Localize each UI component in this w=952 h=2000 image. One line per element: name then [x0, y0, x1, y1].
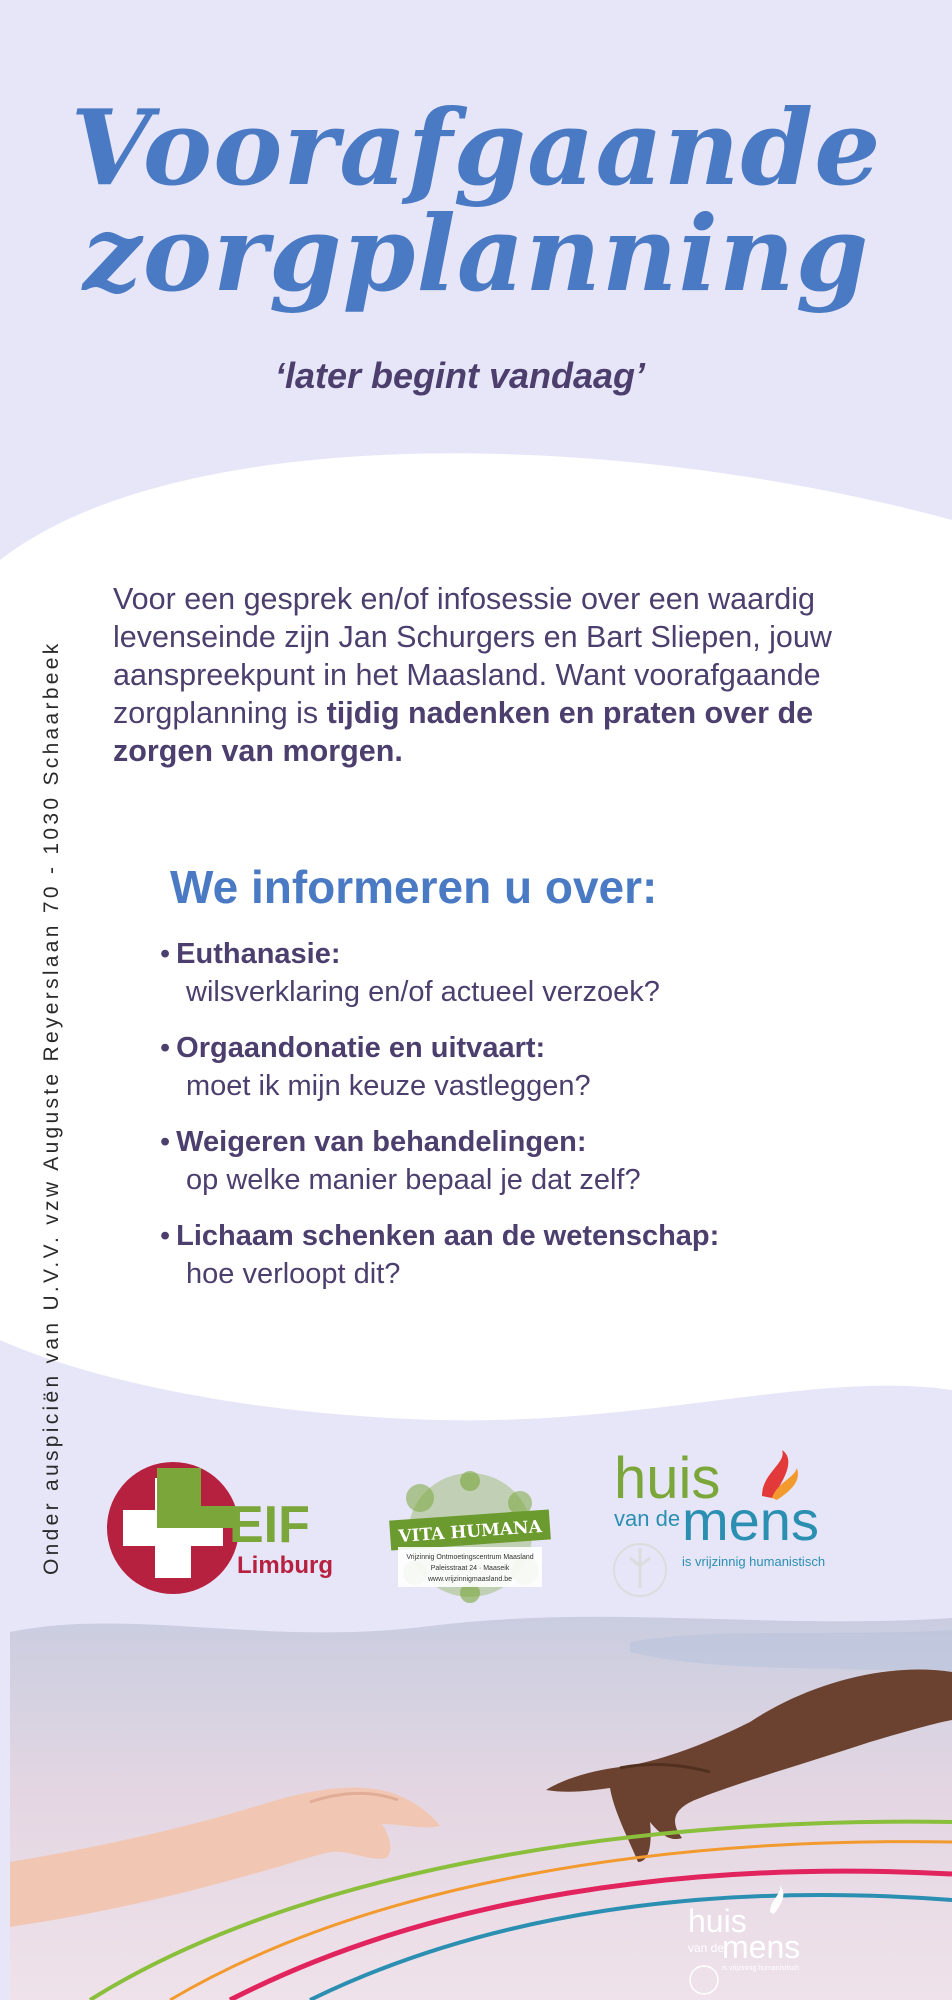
vita-logo-sub: Vrijzinnig Ontmoetingscentrum Maasland — [406, 1554, 534, 1561]
hands-photo — [10, 1612, 952, 2000]
item-heading: Weigeren van behandelingen: — [176, 1126, 587, 1158]
item-heading: Lichaam schenken aan de wetenschap: — [176, 1220, 720, 1252]
vita-humana-logo — [380, 1463, 560, 1613]
huis-logo-line2: van de — [614, 1506, 681, 1531]
small-logo-line2: van de — [688, 1941, 725, 1955]
huis-logo-tagline: is vrijzinnig humanistisch — [682, 1554, 826, 1569]
title-line-1: Voorafgaande — [70, 86, 882, 209]
vita-logo-name: VITA HUMANA — [397, 1517, 543, 1547]
bullet-icon: • — [160, 1220, 171, 1252]
huis-van-de-mens-logo — [612, 1448, 862, 1608]
item-detail: hoe verloopt dit? — [186, 1258, 401, 1290]
bullet-icon: • — [160, 1126, 171, 1158]
small-logo-line3: mens — [722, 1929, 801, 1965]
list-item — [160, 1217, 920, 1293]
item-detail: op welke manier bepaal je dat zelf? — [186, 1164, 641, 1196]
inform-heading: We informeren u over: — [170, 861, 658, 913]
page-title — [0, 86, 952, 315]
huis-logo-line3: mens — [682, 1489, 819, 1552]
huis-logo-line1: huis — [614, 1448, 721, 1511]
vita-logo-web: www.vrijzinnigmaasland.be — [427, 1576, 513, 1583]
eif-logo-sub: Limburg — [237, 1552, 333, 1579]
item-detail: moet ik mijn keuze vastleggen? — [186, 1070, 591, 1102]
list-item — [160, 1123, 920, 1199]
list-item — [160, 935, 920, 1011]
intro-text: Voor een gesprek en/of infosessie over een waardig levenseinde zijn Jan Schurgers en Bart Sliepen, jouw aanspreekpunt in het Maasland. Want voorafgaande zorgplanning is — [113, 582, 832, 730]
eif-logo-name: EIF — [229, 1496, 310, 1554]
intro-bold: tijdig nadenken en praten over de zorgen van morgen. — [113, 696, 814, 768]
subtitle: ‘later begint vandaag’ — [274, 355, 646, 396]
list-item — [160, 1029, 920, 1105]
vertical-sponsor-text: Onder auspiciën van U.V.V. vzw Auguste Reyerslaan 70 - 1030 Schaarbeek — [40, 640, 63, 1575]
vita-logo-address: Paleisstraat 24 · Maaseik — [430, 1565, 510, 1572]
small-logo-line1: huis — [688, 1903, 747, 1939]
title-line-2: zorgplanning — [82, 192, 870, 315]
item-heading: Orgaandonatie en uitvaart: — [176, 1032, 546, 1064]
item-detail: wilsverklaring en/of actueel verzoek? — [186, 976, 660, 1008]
topic-list — [160, 935, 920, 1311]
item-heading: Euthanasie: — [176, 938, 341, 970]
small-logo-tagline: is vrijzinnig humanistisch — [722, 1965, 800, 1972]
bullet-icon: • — [160, 1032, 171, 1064]
bullet-icon: • — [160, 938, 171, 970]
intro-paragraph — [113, 580, 893, 770]
eif-limburg-logo — [105, 1460, 345, 1595]
